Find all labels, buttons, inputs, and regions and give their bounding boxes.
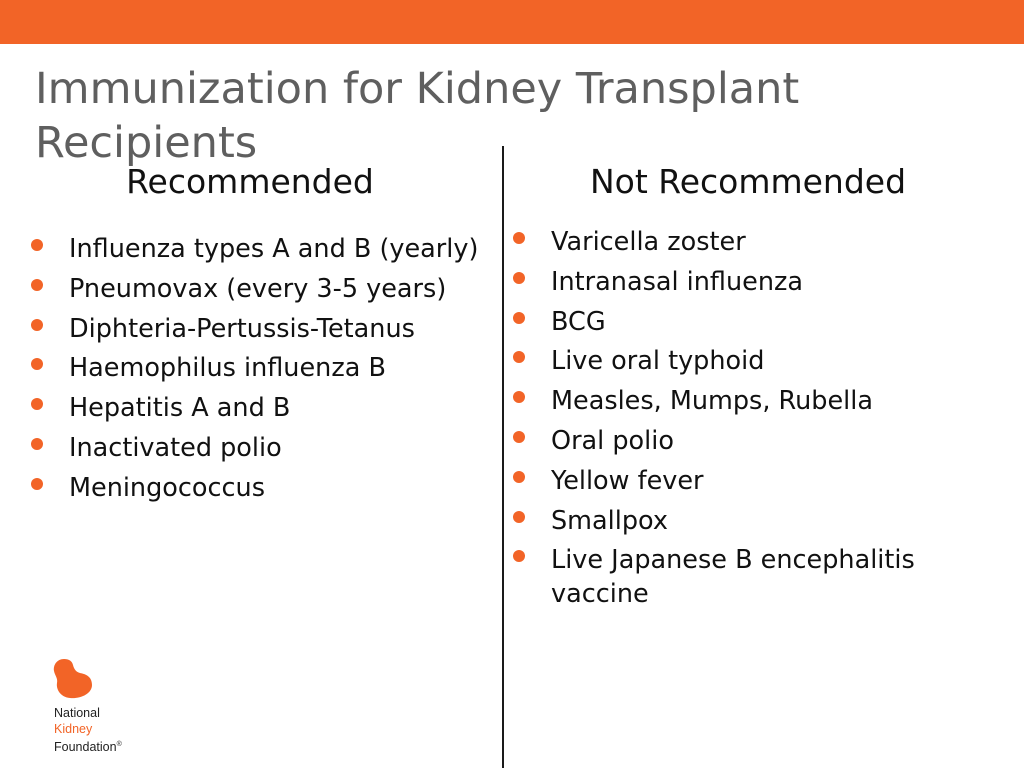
list-item [512, 543, 971, 611]
list-item [512, 344, 1002, 378]
recommended-heading: Recommended [126, 162, 374, 201]
list-item [512, 265, 1002, 299]
list-item [30, 272, 500, 306]
list-item [512, 424, 1002, 458]
bullet-icon [31, 478, 43, 490]
list-item-text: Yellow fever [551, 465, 704, 496]
bullet-icon [31, 239, 43, 251]
list-item [30, 431, 500, 465]
not-recommended-heading: Not Recommended [589, 162, 907, 201]
nkf-logo [52, 656, 172, 756]
list-item-text: Haemophilus influenza B [69, 353, 386, 384]
list-item-text: Pneumovax (every 3-5 years) [69, 273, 447, 304]
list-item-text: Diphteria-Pertussis-Tetanus [69, 313, 415, 344]
bullet-icon [513, 351, 525, 363]
list-item [30, 232, 500, 266]
list-item-text: Influenza types A and B (yearly) [69, 234, 479, 264]
bullet-icon [513, 272, 525, 284]
not-recommended-list [512, 225, 1002, 617]
registered-mark: ® [116, 741, 122, 748]
list-item-text: BCG [551, 306, 606, 337]
list-item-text: Measles, Mumps, Rubella [551, 386, 873, 417]
top-accent-bar [0, 0, 1024, 44]
list-item-text: Hepatitis A and B [69, 393, 291, 424]
bullet-icon [31, 279, 43, 291]
logo-foundation-text: Foundation [54, 740, 117, 755]
list-item-text: Live oral typhoid [551, 346, 765, 377]
bullet-icon [513, 391, 525, 403]
recommended-list [30, 232, 500, 511]
slide-title: Immunization for Kidney Transplant Recipients [35, 64, 800, 168]
bullet-icon [31, 398, 43, 410]
list-item [30, 471, 500, 505]
list-item-text: Oral polio [551, 425, 674, 456]
bullet-icon [513, 232, 525, 244]
list-item [512, 384, 1002, 418]
list-item-text: Live Japanese B encephalitis vaccine [551, 545, 915, 610]
list-item [30, 351, 500, 385]
list-item-text: Inactivated polio [69, 432, 282, 463]
list-item-text: Smallpox [551, 505, 668, 536]
bullet-icon [513, 312, 525, 324]
bullet-icon [513, 431, 525, 443]
list-item [30, 391, 500, 425]
logo-line-foundation [54, 737, 122, 756]
logo-line-kidney: Kidney [54, 721, 93, 736]
bullet-icon [513, 550, 525, 562]
list-item [512, 225, 1002, 259]
bullet-icon [31, 438, 43, 450]
bullet-icon [31, 358, 43, 370]
bullet-icon [31, 319, 43, 331]
list-item [512, 305, 1002, 339]
bullet-icon [513, 471, 525, 483]
list-item [512, 504, 1002, 538]
logo-wordmark [54, 706, 122, 756]
list-item-text: Meningococcus [69, 472, 265, 503]
column-divider [502, 146, 504, 768]
list-item-text: Varicella zoster [551, 227, 746, 257]
list-item [512, 464, 1002, 498]
list-item [30, 312, 500, 346]
kidney-logo-icon [52, 656, 96, 700]
bullet-icon [513, 511, 525, 523]
logo-line-national: National [54, 706, 100, 720]
list-item-text: Intranasal influenza [551, 266, 804, 297]
